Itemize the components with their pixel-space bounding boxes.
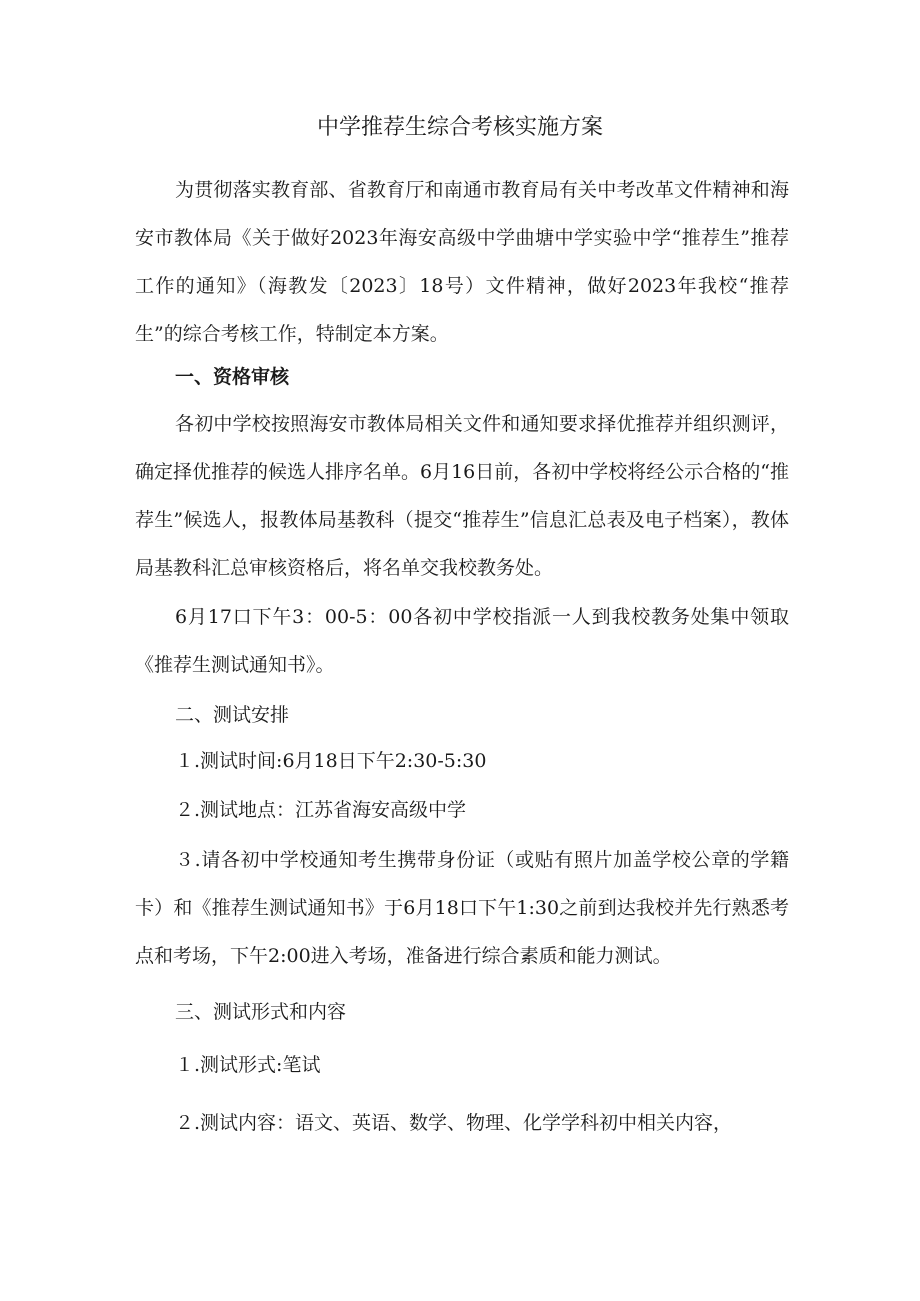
intro-paragraph: 为贯彻落实教育部、省教育厅和南通市教育局有关中考改革文件精神和海安市教体局《关于做好2023年海安高级中学曲塘中学实验中学“推荐生”推荐工作的通知》（海教发〔2023〕18号）文件精神，做好2023年我校“推荐生”的综合考核工作，特制定本方案。 <box>135 179 789 345</box>
qualification-paragraph-1: 各初中学校按照海安市教体局相关文件和通知要求择优推荐并组织测评，确定择优推荐的候选人排序名单。6月16日前，各初中学校将经公示合格的“推荐生”候选人，报教体局基教科（提交“推荐生”信息汇总表及电子档案），教体局基教科汇总审核资格后，将名单交我校教务处。 <box>135 413 789 579</box>
section-heading-test-format: 三、测试形式和内容 <box>175 1001 347 1023</box>
test-time-item: １.测试时间:6月18日下午2:30-5:30 <box>175 750 487 772</box>
test-notice-item: ３.请各初中学校通知考生携带身份证（或贴有照片加盖学校公章的学籍卡）和《推荐生测试通知书》于6月18口下午1:30之前到达我校并先行熟悉考点和考场，下午2:00进入考场，准备进行综合素质和能力测试。 <box>135 849 789 967</box>
test-format-item: １.测试形式:笔试 <box>175 1054 321 1076</box>
qualification-paragraph-2: 6月17口下午3：00-5：00各初中学校指派一人到我校教务处集中领取《推荐生测试通知书》。 <box>135 606 789 676</box>
section-heading-test-arrangement: 二、测试安排 <box>175 704 290 726</box>
test-content-item: ２.测试内容：语文、英语、数学、物理、化学学科初中相关内容， <box>175 1112 733 1134</box>
section-heading-qualification: 一、资格审核 <box>175 366 290 388</box>
test-location-item: ２.测试地点：江苏省海安高级中学 <box>175 799 467 821</box>
document-title: 中学推荐生综合考核实施方案 <box>316 115 603 140</box>
